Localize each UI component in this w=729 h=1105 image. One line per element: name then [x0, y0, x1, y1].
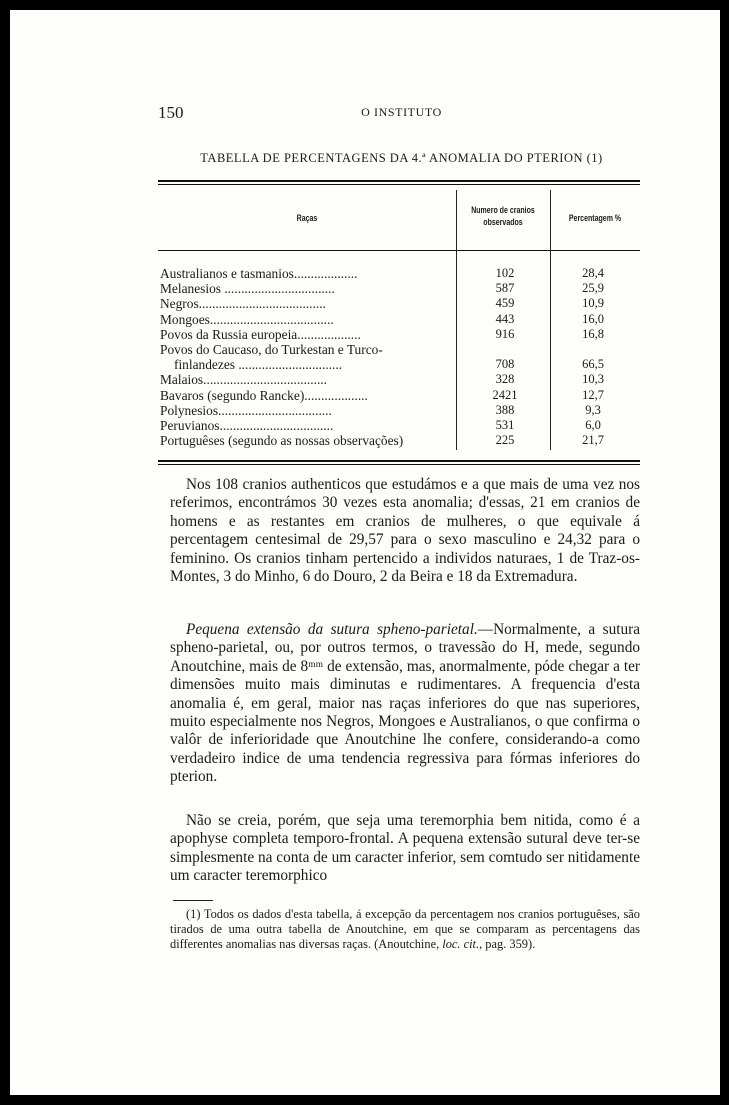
table-header — [158, 190, 640, 250]
section-lead-italic: Pequena extensão da sutura spheno-parietal. — [186, 621, 478, 638]
table-row — [160, 433, 640, 448]
race-name: Malaios..................................... — [160, 372, 328, 388]
percentage: 9,3 — [585, 402, 601, 417]
cranio-count: 531 — [495, 417, 515, 432]
book-page — [10, 10, 720, 1095]
table-row — [160, 296, 640, 311]
race-name: Melanesios ................................. — [160, 281, 335, 297]
table-title: TABELLA DE PERCENTAGENS DA 4.ª ANOMALIA DO PTERION (1) — [200, 151, 603, 165]
footnote-citation-italic: loc. cit. — [442, 937, 480, 952]
table-top-rule — [158, 180, 640, 182]
cranio-count: 2421 — [492, 387, 518, 402]
footnote-rule — [173, 900, 213, 901]
page-header — [158, 103, 645, 123]
footnote-text-end: , pag. 359). — [479, 937, 536, 952]
race-name: Peruvianos.................................. — [160, 417, 334, 433]
table-body — [160, 266, 640, 448]
race-name: Mongoes..................................... — [160, 311, 334, 327]
cranio-count: 388 — [495, 402, 515, 417]
body-paragraph-2 — [170, 621, 640, 787]
percentage: 25,9 — [582, 281, 604, 296]
race-name: Negros...................................... — [160, 296, 326, 312]
race-name: Portuguêses (segundo as nossas observações) — [160, 433, 404, 449]
percentage: 16,0 — [582, 311, 604, 326]
column-header-count — [466, 204, 539, 228]
table-row — [160, 342, 640, 372]
column-header-percent: Percentagem % — [568, 213, 622, 223]
percentage: 10,3 — [582, 372, 604, 387]
race-name-line1: Povos do Caucaso, do Turkestan e Turco- — [160, 341, 383, 357]
page-number: 150 — [158, 103, 184, 122]
table-bottom-rule — [158, 460, 640, 462]
cranio-count: 708 — [495, 357, 515, 372]
cranio-count: 459 — [495, 296, 515, 311]
body-paragraph-2-text: —Normalmente, a sutura spheno-parietal, ou, por outros termos, o travessão do H, mede, segundo Anoutchine, mais de 8ᵐᵐ de extensão, mas, anormalmente, póde chegar a ter dimensões muito mais diminutas e rudimentares. A frequencia d'esta anomalia é, em geral, maior nas raças inferiores do que nas superiores, muito especialmente nos Negros, Mongoes e Australianos, o que confirma o valôr de inferioridade que Anoutchine lhe confere, considerando-a como verdadeiro indice de uma tendencia regressiva para fórmas inferiores do pterion. — [170, 621, 641, 786]
table-row — [160, 403, 640, 418]
column-header-race: Raças — [296, 213, 318, 223]
body-paragraph-3: Não se creia, porém, que seja uma teremorphia bem nitida, como é a apophyse completa temporo-frontal. A pequena extensão sutural deve ter-se simplesmente na conta de um caracter inferior, sem comtudo ser nitidamente um caracter teremorphico — [170, 812, 640, 885]
percentage: 21,7 — [582, 433, 604, 448]
percentage: 6,0 — [585, 417, 601, 432]
table-row — [160, 266, 640, 281]
percentage: 10,9 — [582, 296, 604, 311]
footnote — [170, 907, 640, 953]
table-bottom-rule-thin — [158, 464, 640, 465]
footnote-text: (1) Todos os dados d'esta tabella, á excepção da percentagem nos cranios portuguêses, são tirados de uma outra tabella de Anoutchine, em que se comparam as percentagens das differentes anomalias nas diversas raças. (Anoutchine, — [170, 907, 640, 952]
column-divider — [550, 190, 551, 250]
table-row — [160, 327, 640, 342]
percentage: 16,8 — [582, 326, 604, 341]
race-name: Povos da Russia europeia................... — [160, 326, 361, 342]
cranio-count: 587 — [495, 281, 515, 296]
percentage: 12,7 — [582, 387, 604, 402]
percentage: 66,5 — [582, 357, 604, 372]
column-divider — [456, 190, 457, 250]
table-top-rule-thin — [158, 184, 640, 185]
column-header-count-line1: Numero de cranios — [471, 205, 535, 215]
table-row — [160, 372, 640, 387]
table-row — [160, 418, 640, 433]
table-row — [160, 312, 640, 327]
percentage: 28,4 — [582, 266, 604, 280]
race-name — [160, 342, 450, 372]
race-name: Bavaros (segundo Rancke)................... — [160, 387, 368, 403]
race-name: Polynesios.................................. — [160, 402, 332, 418]
cranio-count: 328 — [495, 372, 515, 387]
body-paragraph-1: Nos 108 cranios authenticos que estudámos e a que mais de uma vez nos referimos, encontrámos 30 vezes esta anomalia; d'essas, 21 em cranios de homens e as restantes em cranios de mulheres, o que equivale á percentagem centesimal de 29,57 para o sexo masculino e 24,32 para o feminino. Os cranios tinham pertencido a individos naturaes, 1 de Traz-os-Montes, 3 do Minho, 6 do Douro, 2 da Beira e 18 da Extremadura. — [170, 476, 640, 586]
cranio-count: 225 — [495, 433, 515, 448]
running-head: O INSTITUTO — [361, 105, 442, 119]
column-header-count-line2: observados — [483, 217, 523, 227]
cranio-count: 443 — [495, 311, 515, 326]
cranio-count: 102 — [495, 266, 515, 280]
cranio-count: 916 — [495, 326, 515, 341]
race-name: Australianos e tasmanios................... — [160, 266, 358, 281]
table-row — [160, 281, 640, 296]
table-header-rule — [158, 250, 640, 251]
table-row — [160, 388, 640, 403]
race-name-line2: finlandezes ............................... — [174, 357, 343, 373]
